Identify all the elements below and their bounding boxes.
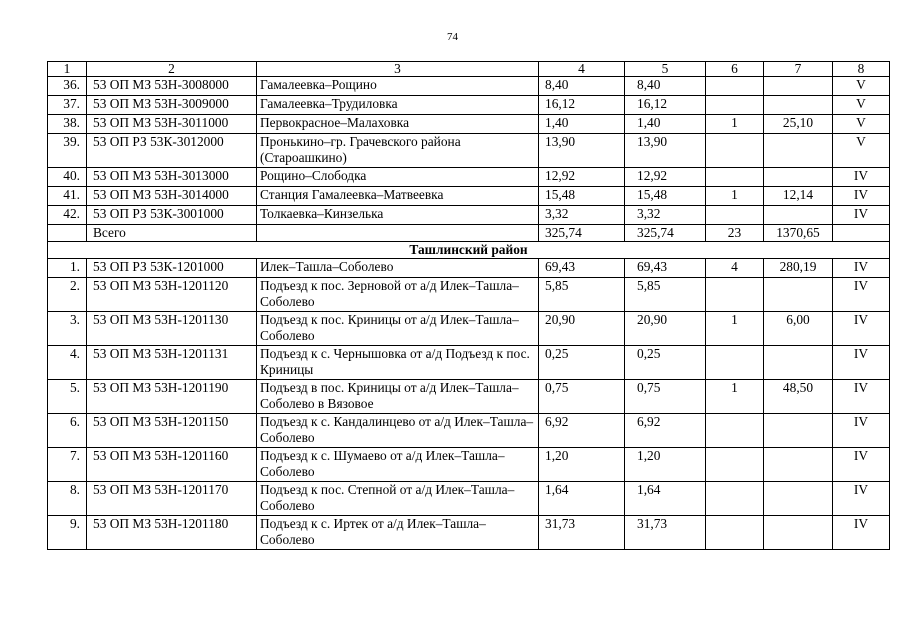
- row-number: 40.: [48, 168, 87, 187]
- road-name: Подъезд к пос. Криницы от а/д Илек–Ташла–Соболево: [257, 312, 539, 346]
- category-col-8: IV: [833, 346, 890, 380]
- length-col-5: 1,40: [625, 115, 706, 134]
- value-col-7: 12,14: [764, 187, 833, 206]
- total-value-7: 1370,65: [764, 225, 833, 242]
- total-length-4: 325,74: [539, 225, 625, 242]
- road-name: Подъезд к с. Иртек от а/д Илек–Ташла–Соболево: [257, 516, 539, 550]
- value-col-7: [764, 134, 833, 168]
- road-name: Подъезд в пос. Криницы от а/д Илек–Ташла–Соболево в Вязовое: [257, 380, 539, 414]
- length-col-5: 8,40: [625, 77, 706, 96]
- road-code: 53 ОП МЗ 53Н-1201180: [87, 516, 257, 550]
- value-col-7: [764, 77, 833, 96]
- header-row: [48, 62, 890, 77]
- road-name: Подъезд к пос. Степной от а/д Илек–Ташла–Соболево: [257, 482, 539, 516]
- table-row: [48, 134, 890, 168]
- road-code: 53 ОП МЗ 53Н-3013000: [87, 168, 257, 187]
- table-row: [48, 516, 890, 550]
- count-col-6: 1: [706, 380, 764, 414]
- category-col-8: IV: [833, 414, 890, 448]
- row-number: 8.: [48, 482, 87, 516]
- road-code: 53 ОП МЗ 53Н-1201130: [87, 312, 257, 346]
- road-name: Гамалеевка–Рощино: [257, 77, 539, 96]
- length-col-4: 12,92: [539, 168, 625, 187]
- length-col-5: 5,85: [625, 278, 706, 312]
- value-col-7: [764, 206, 833, 225]
- bottom-rows: [48, 259, 890, 550]
- length-col-5: 0,75: [625, 380, 706, 414]
- table-row: [48, 187, 890, 206]
- count-col-6: 1: [706, 115, 764, 134]
- length-col-4: 5,85: [539, 278, 625, 312]
- section-row: [48, 242, 890, 259]
- table-row: [48, 448, 890, 482]
- road-code: 53 ОП МЗ 53Н-1201160: [87, 448, 257, 482]
- road-name: Подъезд к с. Шумаево от а/д Илек–Ташла–Соболево: [257, 448, 539, 482]
- total-category-8: [833, 225, 890, 242]
- value-col-7: 6,00: [764, 312, 833, 346]
- row-number: 7.: [48, 448, 87, 482]
- category-col-8: IV: [833, 206, 890, 225]
- value-col-7: [764, 414, 833, 448]
- road-code: 53 ОП МЗ 53Н-3008000: [87, 77, 257, 96]
- length-col-5: 1,64: [625, 482, 706, 516]
- count-col-6: [706, 77, 764, 96]
- road-name: Гамалеевка–Трудиловка: [257, 96, 539, 115]
- length-col-4: 1,40: [539, 115, 625, 134]
- length-col-5: 12,92: [625, 168, 706, 187]
- row-number: 9.: [48, 516, 87, 550]
- value-col-7: [764, 516, 833, 550]
- total-label: Всего: [87, 225, 257, 242]
- category-col-8: IV: [833, 278, 890, 312]
- road-code: 53 ОП МЗ 53Н-1201120: [87, 278, 257, 312]
- category-col-8: V: [833, 96, 890, 115]
- row-number: 42.: [48, 206, 87, 225]
- value-col-7: 25,10: [764, 115, 833, 134]
- row-number: 36.: [48, 77, 87, 96]
- road-name: Подъезд к пос. Зерновой от а/д Илек–Ташла–Соболево: [257, 278, 539, 312]
- length-col-5: 31,73: [625, 516, 706, 550]
- section-title: Ташлинский район: [48, 242, 890, 259]
- length-col-4: 13,90: [539, 134, 625, 168]
- length-col-4: 6,92: [539, 414, 625, 448]
- page-number: 74: [447, 31, 458, 43]
- header-cell: 4: [539, 62, 625, 77]
- length-col-5: 13,90: [625, 134, 706, 168]
- total-count-6: 23: [706, 225, 764, 242]
- count-col-6: [706, 346, 764, 380]
- length-col-4: 3,32: [539, 206, 625, 225]
- road-name: Илек–Ташла–Соболево: [257, 259, 539, 278]
- length-col-5: 15,48: [625, 187, 706, 206]
- row-number: 4.: [48, 346, 87, 380]
- count-col-6: [706, 414, 764, 448]
- count-col-6: [706, 278, 764, 312]
- length-col-4: 0,75: [539, 380, 625, 414]
- road-name: Толкаевка–Кинзелька: [257, 206, 539, 225]
- header-cell: 2: [87, 62, 257, 77]
- category-col-8: IV: [833, 187, 890, 206]
- length-col-4: 69,43: [539, 259, 625, 278]
- header-cell: 1: [48, 62, 87, 77]
- road-name: Подъезд к с. Кандалинцево от а/д Илек–Ташла–Соболево: [257, 414, 539, 448]
- length-col-4: 31,73: [539, 516, 625, 550]
- table-row: [48, 96, 890, 115]
- road-code: 53 ОП РЗ 53К-3001000: [87, 206, 257, 225]
- length-col-4: 16,12: [539, 96, 625, 115]
- category-col-8: IV: [833, 168, 890, 187]
- count-col-6: 1: [706, 312, 764, 346]
- road-code: 53 ОП МЗ 53Н-1201131: [87, 346, 257, 380]
- table-row: [48, 77, 890, 96]
- length-col-5: 20,90: [625, 312, 706, 346]
- road-code: 53 ОП МЗ 53Н-1201190: [87, 380, 257, 414]
- road-code: 53 ОП МЗ 53Н-1201170: [87, 482, 257, 516]
- row-number: 3.: [48, 312, 87, 346]
- table-row: [48, 168, 890, 187]
- length-col-4: 1,20: [539, 448, 625, 482]
- header-cell: 7: [764, 62, 833, 77]
- category-col-8: IV: [833, 259, 890, 278]
- value-col-7: [764, 96, 833, 115]
- length-col-4: 0,25: [539, 346, 625, 380]
- length-col-4: 1,64: [539, 482, 625, 516]
- top-rows: [48, 77, 890, 225]
- length-col-5: 16,12: [625, 96, 706, 115]
- category-col-8: V: [833, 134, 890, 168]
- table-row: [48, 259, 890, 278]
- row-number: 41.: [48, 187, 87, 206]
- value-col-7: [764, 346, 833, 380]
- row-number: 6.: [48, 414, 87, 448]
- category-col-8: IV: [833, 516, 890, 550]
- count-col-6: [706, 448, 764, 482]
- category-col-8: IV: [833, 448, 890, 482]
- table-row: [48, 380, 890, 414]
- row-number: 39.: [48, 134, 87, 168]
- length-col-4: 8,40: [539, 77, 625, 96]
- header-cell: 3: [257, 62, 539, 77]
- table-row: [48, 312, 890, 346]
- total-length-5: 325,74: [625, 225, 706, 242]
- road-name: Станция Гамалеевка–Матвеевка: [257, 187, 539, 206]
- value-col-7: [764, 482, 833, 516]
- length-col-4: 15,48: [539, 187, 625, 206]
- road-name: Рощино–Слободка: [257, 168, 539, 187]
- road-code: 53 ОП МЗ 53Н-3011000: [87, 115, 257, 134]
- header-cell: 5: [625, 62, 706, 77]
- count-col-6: 1: [706, 187, 764, 206]
- road-name: Подъезд к с. Чернышовка от а/д Подъезд к пос. Криницы: [257, 346, 539, 380]
- length-col-5: 3,32: [625, 206, 706, 225]
- total-name-cell: [257, 225, 539, 242]
- length-col-5: 0,25: [625, 346, 706, 380]
- table-row: [48, 482, 890, 516]
- row-number: 5.: [48, 380, 87, 414]
- count-col-6: [706, 206, 764, 225]
- roads-table: [47, 61, 890, 550]
- road-code: 53 ОП МЗ 53Н-3009000: [87, 96, 257, 115]
- count-col-6: [706, 134, 764, 168]
- count-col-6: [706, 516, 764, 550]
- length-col-4: 20,90: [539, 312, 625, 346]
- road-code: 53 ОП МЗ 53Н-1201150: [87, 414, 257, 448]
- value-col-7: [764, 278, 833, 312]
- count-col-6: [706, 96, 764, 115]
- road-name: Первокрасное–Малаховка: [257, 115, 539, 134]
- header-cell: 8: [833, 62, 890, 77]
- row-number: 1.: [48, 259, 87, 278]
- road-code: 53 ОП МЗ 53Н-3014000: [87, 187, 257, 206]
- total-row: [48, 225, 890, 242]
- road-name: Пронькино–гр. Грачевского района (Староашкино): [257, 134, 539, 168]
- category-col-8: V: [833, 115, 890, 134]
- table-row: [48, 115, 890, 134]
- road-code: 53 ОП РЗ 53К-1201000: [87, 259, 257, 278]
- count-col-6: [706, 168, 764, 187]
- count-col-6: [706, 482, 764, 516]
- row-number: 38.: [48, 115, 87, 134]
- header-cell: 6: [706, 62, 764, 77]
- row-number: 2.: [48, 278, 87, 312]
- table-row: [48, 278, 890, 312]
- table-row: [48, 346, 890, 380]
- category-col-8: IV: [833, 312, 890, 346]
- length-col-5: 69,43: [625, 259, 706, 278]
- length-col-5: 1,20: [625, 448, 706, 482]
- value-col-7: 48,50: [764, 380, 833, 414]
- value-col-7: [764, 168, 833, 187]
- length-col-5: 6,92: [625, 414, 706, 448]
- category-col-8: V: [833, 77, 890, 96]
- total-num-cell: [48, 225, 87, 242]
- count-col-6: 4: [706, 259, 764, 278]
- category-col-8: IV: [833, 380, 890, 414]
- row-number: 37.: [48, 96, 87, 115]
- table-row: [48, 414, 890, 448]
- value-col-7: 280,19: [764, 259, 833, 278]
- value-col-7: [764, 448, 833, 482]
- table-row: [48, 206, 890, 225]
- category-col-8: IV: [833, 482, 890, 516]
- road-code: 53 ОП РЗ 53К-3012000: [87, 134, 257, 168]
